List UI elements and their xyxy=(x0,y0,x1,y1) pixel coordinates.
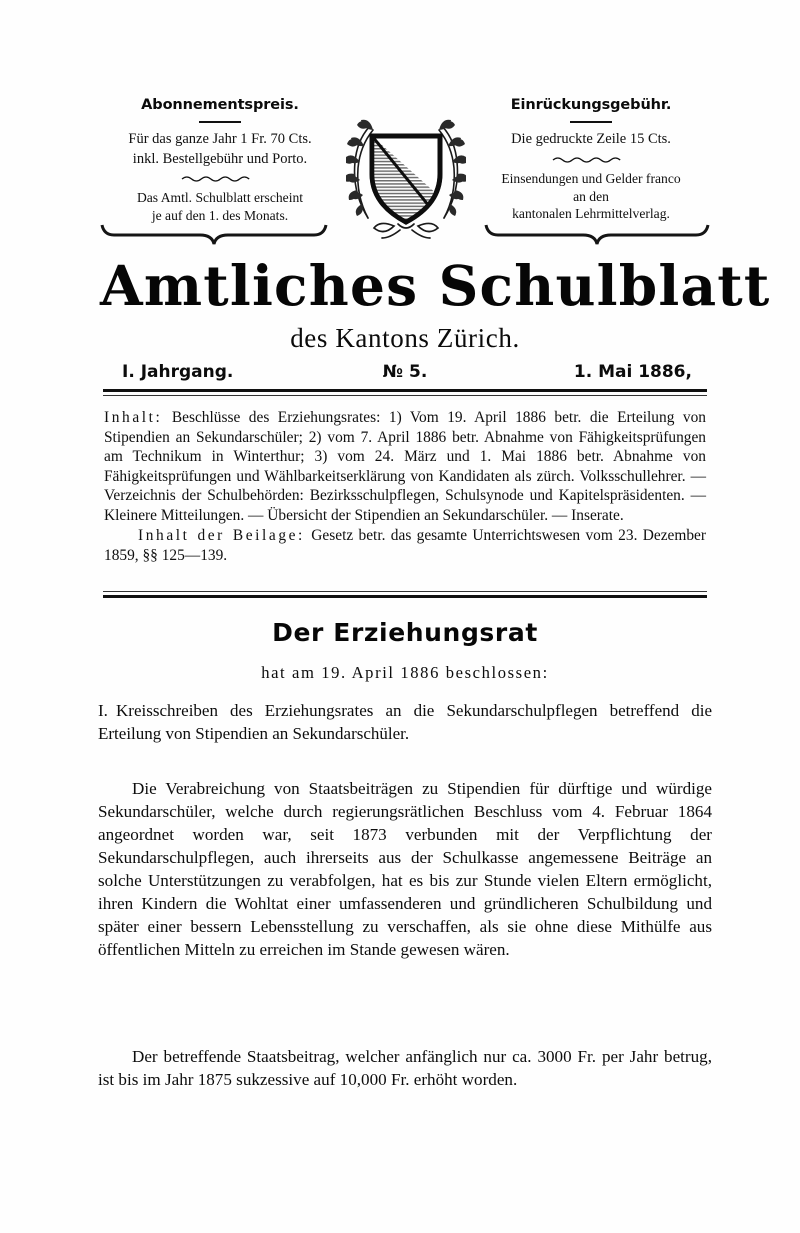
contents-main-paragraph xyxy=(104,408,706,525)
brace-ornament-right xyxy=(484,222,710,246)
advertising-rate-heading: Einrückungsgebühr. xyxy=(510,97,672,113)
subscription-price-line-2: inkl. Bestellgebühr und Porto. xyxy=(132,150,308,167)
submissions-line-3: kantonalen Lehrmittelverlag. xyxy=(512,206,670,222)
submissions-line-2: an den xyxy=(573,188,609,204)
subscription-price-line-1: Für das ganze Jahr 1 Fr. 70 Cts. xyxy=(128,131,312,148)
coat-of-arms-icon xyxy=(346,100,466,242)
short-rule-left xyxy=(199,121,241,124)
divider-rule-below-contents xyxy=(103,591,707,598)
wavy-ornament-right xyxy=(552,155,630,164)
page-subtitle: des Kantons Zürich. xyxy=(290,323,520,353)
advertising-rate-column xyxy=(472,98,710,223)
divider-rule-above-contents xyxy=(103,389,707,396)
supplement-label: Inhalt der Beilage: xyxy=(138,527,305,545)
contents-body: Beschlüsse des Erziehungsrates: 1) Vom 19. April 1886 betr. die Erteilung von Stipendien an Sekundarschüler; 2) vom 7. April 1886 betr. Abnahme von Fähigkeitsprüfungen am Technikum in Winterthur; 3) vom 24. März und 1. Mai 1886 betr. Abnahme von Fähigkeitsprüfungen und Wählbarkeitserklärung von Kandidaten als zürch. Volksschullehrer. — Verzeichnis der Schulbehörden: Bezirksschulpflegen, Schulsynode und Kapitelspräsidenten. — Kleinere Mitteilungen. — Übersicht der Stipendien an Sekundarschüler. — Inserate. xyxy=(104,409,706,524)
brace-ornament-left xyxy=(100,222,328,246)
article-paragraph-1: Die Verabreichung von Staatsbeiträgen zu Stipendien für dürftige und würdige Sekundarschüler, welche durch regierungsrätlichen Beschluss vom 4. Februar 1864 angeordnet worden war, seit 1873 verbunden mit der Verpflichtung der Sekundarschulpflegen, auch ihrerseits aus der Schulkasse angemessene Beiträge an solche Unterstützungen zu verabfolgen, hat es bis zur Stunde vielen Eltern ermöglicht, ihren Kindern die Wohltat einer umfassenderen und gründlicheren Schulbildung und später einer bessern Lebensstellung zu verschaffen, als sie ohne diese Mithülfe aus öffentlichen Mitteln zu erreichen im Stande gewesen wären. xyxy=(98,779,712,959)
supplement-body: Gesetz betr. das gesamte Unterrichtswesen vom 23. Dezember 1859, §§ 125—139. xyxy=(104,527,706,564)
short-rule-right xyxy=(570,121,612,124)
subscription-price-column xyxy=(100,98,340,225)
publication-frequency-line-2: je auf den 1. des Monats. xyxy=(151,207,289,223)
volume-label: I. Jahrgang. xyxy=(122,362,234,382)
issue-date: 1. Mai 1886, xyxy=(573,362,692,382)
masthead-title-block xyxy=(100,253,771,353)
table-of-contents xyxy=(104,408,706,566)
contents-supplement-paragraph xyxy=(104,526,706,565)
item-text: Kreisschreiben des Erziehungsrates an die Sekundarschulpflegen betreffend die Erteilung von Stipendien an Sekundarschüler. xyxy=(98,701,712,743)
page-title: Amtliches Schulblatt xyxy=(100,253,771,318)
wavy-ornament-left xyxy=(181,174,259,183)
article-paragraph-2: Der betreffende Staatsbeitrag, welcher anfänglich nur ca. 3000 Fr. per Jahr betrug, ist bis im Jahr 1875 sukzessive auf 10,000 Fr. erhöht worden. xyxy=(98,1047,712,1089)
zurich-coat-of-arms-emblem xyxy=(346,100,466,242)
article-item-i xyxy=(98,700,712,745)
submissions-line-1: Einsendungen und Gelder franco xyxy=(501,170,681,186)
issue-info-row xyxy=(100,362,710,382)
article-paragraph-1-wrapper xyxy=(98,778,712,962)
contents-label: Inhalt: xyxy=(104,409,163,426)
article-heading: Der Erziehungsrat xyxy=(272,618,538,647)
publication-frequency-line-1: Das Amtl. Schulblatt erscheint xyxy=(136,189,304,205)
item-number: I. xyxy=(98,701,108,720)
article-paragraph-2-wrapper xyxy=(98,1046,712,1092)
issue-number: № 5. xyxy=(382,362,428,382)
article-subheading: hat am 19. April 1886 beschlossen: xyxy=(261,663,549,682)
advertising-rate-line-1: Die gedruckte Zeile 15 Cts. xyxy=(511,131,671,148)
brace-ornament-row xyxy=(100,222,710,248)
subscription-price-heading: Abonnementspreis. xyxy=(141,97,299,113)
